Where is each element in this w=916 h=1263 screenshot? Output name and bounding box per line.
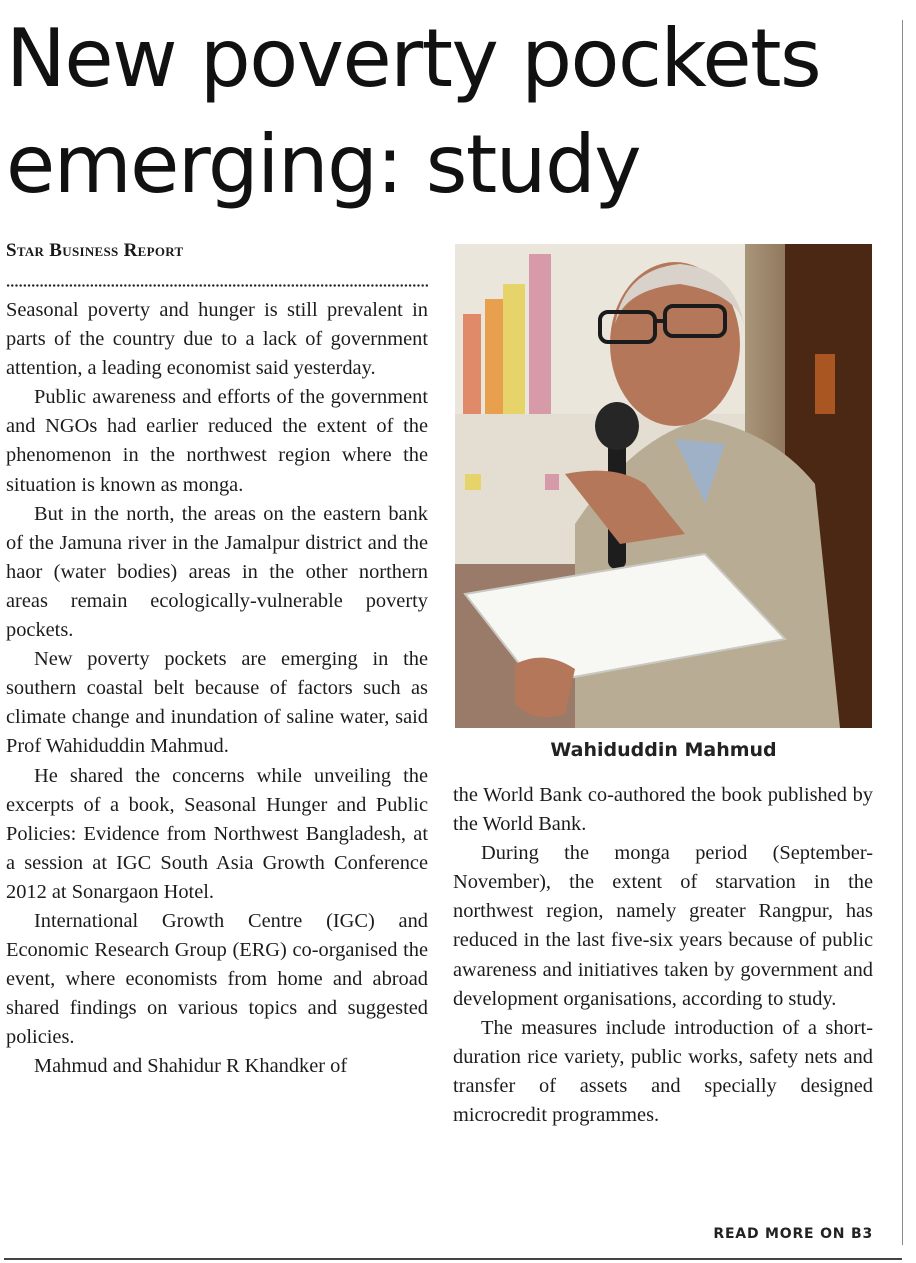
paragraph: But in the north, the areas on the eastern bank of the Jamuna river in the Jamalpur district and the haor (water bodies) areas in the other northern areas remain ecologically-vulnerable poverty pockets. bbox=[6, 502, 428, 642]
dotted-divider bbox=[6, 284, 428, 287]
speaker-photo bbox=[455, 244, 872, 728]
paragraph: New poverty pockets are emerging in the southern coastal belt because of factors such as climate change and inundation of saline water, said Prof Wahiduddin Mahmud. bbox=[6, 648, 428, 758]
headline: New poverty pockets emerging: study bbox=[6, 12, 821, 211]
byline: Star Business Report bbox=[6, 240, 184, 261]
paragraph: Seasonal poverty and hunger is still prevalent in parts of the country due to a lack of government attention, a leading economist said yesterday. bbox=[6, 299, 428, 380]
paragraph: International Growth Centre (IGC) and Economic Research Group (ERG) co-organised the event, where economists from home and abroad shared findings on various topics and suggested policies. bbox=[6, 909, 428, 1049]
paragraph: Public awareness and efforts of the government and NGOs had earlier reduced the extent of the phenomenon in the northwest region where the situation is known as monga. bbox=[6, 386, 428, 496]
body-column-right bbox=[453, 781, 873, 1130]
paragraph: He shared the concerns while unveiling the excerpts of a book, Seasonal Hunger and Public Policies: Evidence from Northwest Bangladesh, at a session at IGC South Asia Growth Conference 2012 at Sonargaon Hotel. bbox=[6, 764, 428, 903]
paragraph: During the monga period (September-November), the extent of starvation in the northwest region, namely greater Rangpur, has reduced in the last five-six years because of public awareness and initiatives taken by government and development organisations, according to study. bbox=[453, 842, 873, 1010]
paragraph: Mahmud and Shahidur R Khandker of bbox=[34, 1055, 348, 1078]
paragraph: The measures include introduction of a short-duration rice variety, public works, safety nets and transfer of assets and specially designed microcredit programmes. bbox=[453, 1016, 873, 1127]
column-rule bbox=[902, 20, 903, 1245]
speaker-photo-illustration bbox=[455, 244, 872, 728]
bottom-rule bbox=[4, 1258, 902, 1260]
paragraph: the World Bank co-authored the book published by the World Bank. bbox=[453, 784, 873, 836]
read-more-link[interactable]: READ MORE ON B3 bbox=[713, 1226, 873, 1242]
body-column-left bbox=[6, 296, 428, 1082]
photo-caption: Wahiduddin Mahmud bbox=[550, 739, 777, 761]
